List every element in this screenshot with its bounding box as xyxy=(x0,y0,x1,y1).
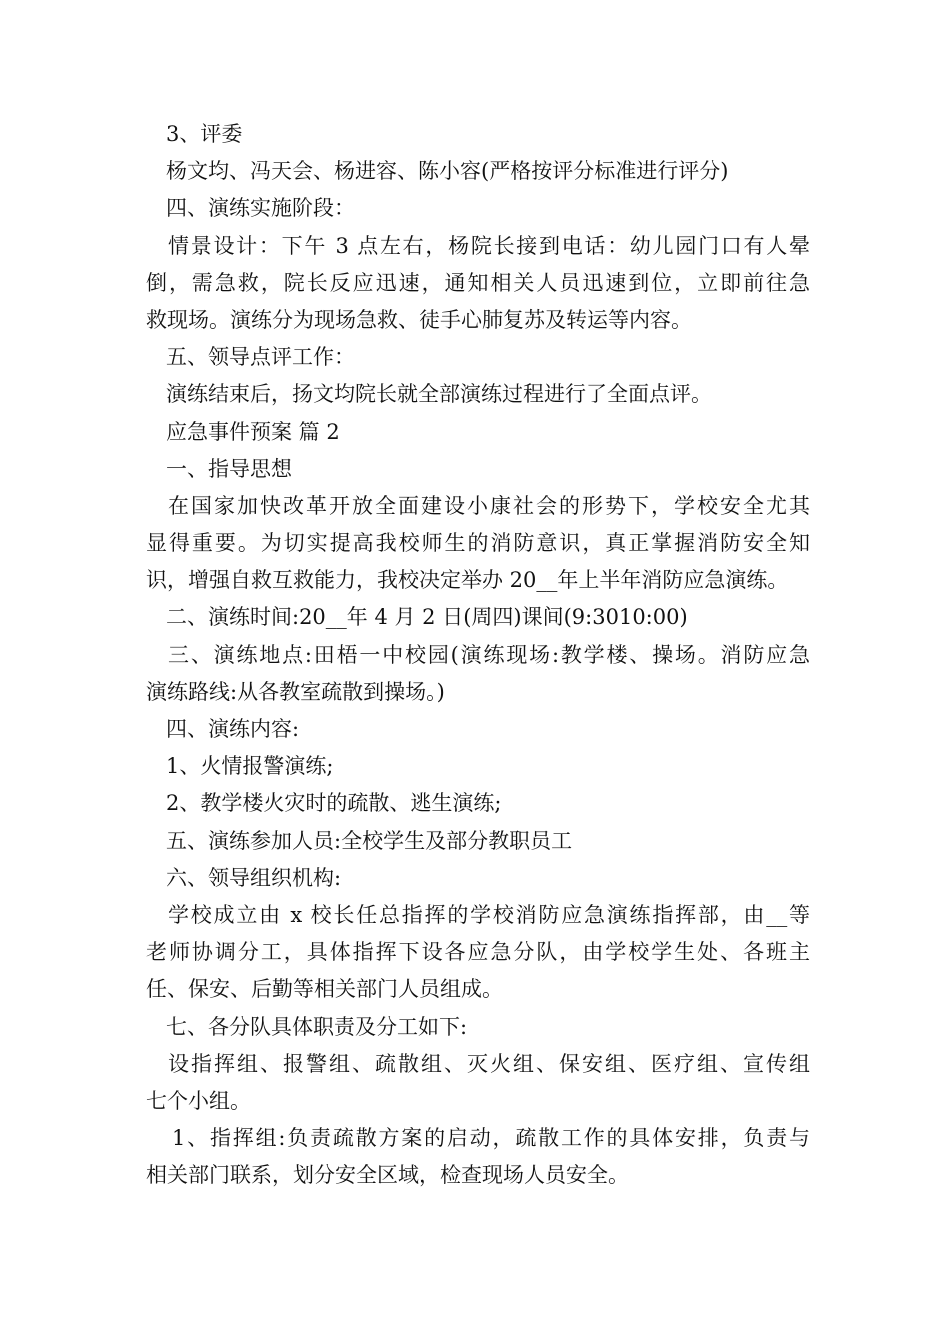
text-line: 识，增强自救互救能力，我校决定举办 20__年上半年消防应急演练。 xyxy=(146,568,789,593)
text-line: 四、演练实施阶段： xyxy=(166,196,355,221)
text-line: 设指挥组、报警组、疏散组、灭火组、保安组、医疗组、宣传组 xyxy=(168,1051,810,1076)
text-line: 显得重要。为切实提高我校师生的消防意识，真正掌握消防安全知 xyxy=(146,531,810,556)
text-line: 在国家加快改革开放全面建设小康社会的形势下，学校安全尤其 xyxy=(168,493,810,518)
text-line: 倒，需急救，院长反应迅速，通知相关人员迅速到位，立即前往急 xyxy=(146,270,810,295)
text-line: 老师协调分工，具体指挥下设各应急分队，由学校学生处、各班主 xyxy=(146,940,810,965)
text-line: 任、保安、后勤等相关部门人员组成。 xyxy=(146,977,503,1002)
text-line: 一、指导思想 xyxy=(166,456,292,481)
text-line: 救现场。演练分为现场急救、徒手心肺复苏及转运等内容。 xyxy=(146,307,692,332)
text-line: 相关部门联系，划分安全区域，检查现场人员安全。 xyxy=(146,1163,629,1188)
text-line: 2、教学楼火灾时的疏散、逃生演练; xyxy=(166,791,502,816)
text-line: 七、各分队具体职责及分工如下: xyxy=(166,1014,468,1039)
text-line: 七个小组。 xyxy=(146,1088,251,1113)
text-line: 杨文均、冯天会、杨进容、陈小容(严格按评分标准进行评分) xyxy=(166,159,729,184)
text-line: 3、评委 xyxy=(166,122,243,146)
text-line: 1、火情报警演练; xyxy=(166,754,334,779)
text-line: 四、演练内容: xyxy=(166,717,300,741)
text-line: 应急事件预案 篇 2 xyxy=(166,419,340,444)
text-line: 演练路线:从各教室疏散到操场。) xyxy=(146,679,445,704)
text-line: 六、领导组织机构: xyxy=(166,865,342,890)
text-line: 演练结束后，扬文均院长就全部演练过程进行了全面点评。 xyxy=(166,382,712,407)
text-line: 1、指挥组:负责疏散方案的启动，疏散工作的具体安排，负责与 xyxy=(172,1126,810,1151)
text-line: 二、演练时间:20__年 4 月 2 日(周四)课间(9:3010:00) xyxy=(166,605,688,630)
text-line: 情景设计：下午 3 点左右，杨院长接到电话：幼儿园门口有人晕 xyxy=(168,233,810,258)
text-line: 学校成立由 x 校长任总指挥的学校消防应急演练指挥部，由__等 xyxy=(168,902,810,927)
text-line: 五、领导点评工作： xyxy=(166,345,355,370)
text-line: 三、演练地点:田梧一中校园(演练现场:教学楼、操场。消防应急 xyxy=(168,642,810,667)
text-line: 五、演练参加人员:全校学生及部分教职员工 xyxy=(166,828,573,853)
document-body xyxy=(146,116,810,1194)
